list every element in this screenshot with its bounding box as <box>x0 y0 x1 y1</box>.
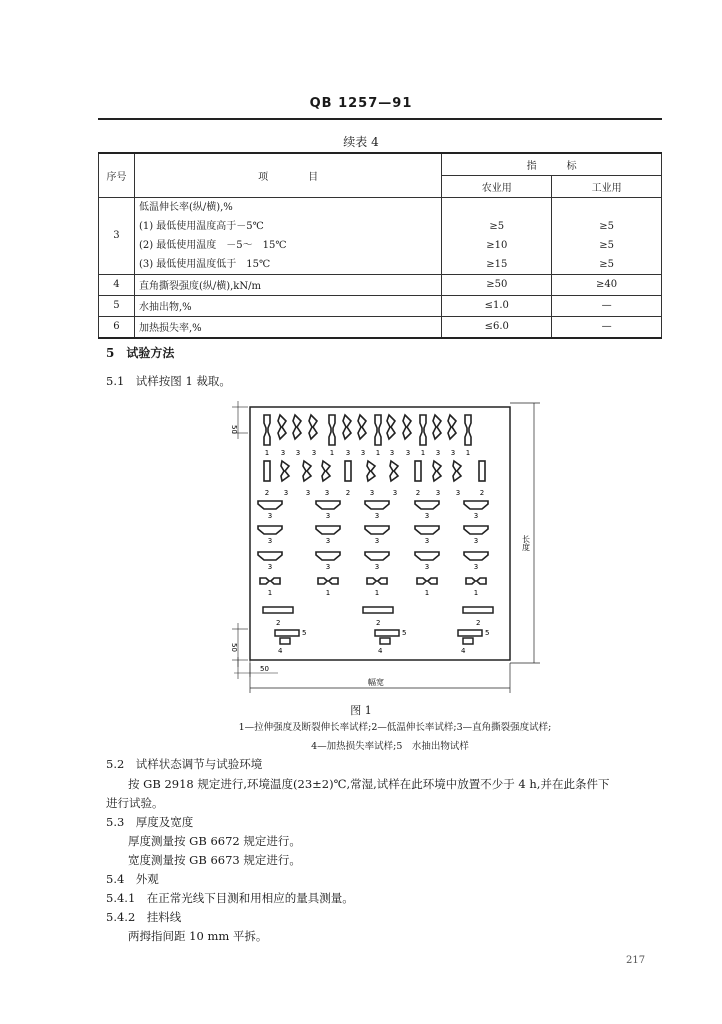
cutting-layout-figure <box>220 395 550 695</box>
specimen-3 <box>316 501 340 509</box>
row-agri-value: ≤1.0 <box>442 295 552 316</box>
specimen-label: 3 <box>267 563 273 571</box>
specimen-3 <box>390 461 398 481</box>
specimen-3 <box>448 415 456 439</box>
specimen-label: 3 <box>369 489 375 497</box>
specimen-label: 3 <box>283 489 289 497</box>
specimen-3 <box>365 552 389 560</box>
row-item: 加热损失率,% <box>134 316 441 338</box>
specimen-label: 2 <box>476 619 481 627</box>
col-ind-header: 工业用 <box>552 175 662 197</box>
specimen-3 <box>403 415 411 439</box>
specimen-label: 4 <box>461 647 466 655</box>
specimen-label: 3 <box>345 449 351 457</box>
specimen-label: 1 <box>375 449 381 457</box>
table-row <box>99 316 662 338</box>
specimen-label: 1 <box>424 589 430 597</box>
specimen-label: 3 <box>424 537 430 545</box>
figure-legend-line-1: 1—拉伸强度及断裂伸长率试样;2—低温伸长率试样;3—直角撕裂强度试样; <box>238 722 552 733</box>
col-agri-header: 农业用 <box>442 175 552 197</box>
specimen-label: 3 <box>473 512 479 520</box>
specimen-1 <box>465 415 471 445</box>
specimen-3 <box>453 461 461 481</box>
specimen-2 <box>363 607 393 613</box>
specimen-label: 3 <box>295 449 301 457</box>
specimen-1 <box>260 578 280 584</box>
specimen-4 <box>463 638 473 644</box>
row-no: 6 <box>99 316 135 338</box>
dim-top-label: 50 <box>230 425 238 434</box>
row-item-line: (2) 最低使用温度 －5～ 15℃ <box>138 239 287 251</box>
specimen-label: 3 <box>324 489 330 497</box>
row-ind-value: — <box>552 295 662 316</box>
specimen-label: 1 <box>465 449 471 457</box>
specimen-3 <box>316 526 340 534</box>
specimen-2 <box>415 461 421 481</box>
clause-5-4-title: 5.4 外观 <box>106 872 159 886</box>
row-agri-cell <box>442 197 552 274</box>
specimen-label: 1 <box>473 589 479 597</box>
specimen-3 <box>464 501 488 509</box>
row-ind-value: ≥5 <box>599 258 614 270</box>
specimen-label: 2 <box>345 489 351 497</box>
specimen-label: 2 <box>479 489 485 497</box>
specimen-label: 3 <box>325 512 331 520</box>
specimen-label: 3 <box>435 489 441 497</box>
specimen-5 <box>375 630 399 636</box>
clause-5-2-body-1: 按 GB 2918 规定进行,环境温度(23±2)℃,常湿,试样在此环境中放置不少于 4 h,并在此条件下 <box>128 777 610 791</box>
specimen-3 <box>464 526 488 534</box>
specimen-label: 3 <box>311 449 317 457</box>
specimen-5 <box>458 630 482 636</box>
specimen-1 <box>367 578 387 584</box>
clause-5-1: 5.1 试样按图 1 裁取。 <box>106 374 231 388</box>
row-item-cell <box>134 197 441 274</box>
specimen-3 <box>433 461 441 481</box>
specimen-3 <box>343 415 351 439</box>
specimen-1 <box>375 415 381 445</box>
specimen-4 <box>280 638 290 644</box>
specimen-label: 2 <box>376 619 381 627</box>
row-agri-value: ≥50 <box>442 274 552 295</box>
specimen-3 <box>316 552 340 560</box>
table-row <box>99 197 662 274</box>
table-row <box>99 295 662 316</box>
specimen-1 <box>417 578 437 584</box>
specimen-label: 5 <box>302 629 307 637</box>
specimen-3 <box>433 415 441 439</box>
specimen-label: 3 <box>280 449 286 457</box>
specimen-label: 1 <box>267 589 273 597</box>
specimen-label: 2 <box>415 489 421 497</box>
dim-bottom-h-label: 50 <box>260 665 269 673</box>
row-ind-value: ≥5 <box>599 220 614 232</box>
clause-5-3-body-1: 厚度测量按 GB 6672 规定进行。 <box>128 834 301 848</box>
row-item-line: (1) 最低使用温度高于－5℃ <box>138 220 264 232</box>
specimen-label: 2 <box>276 619 281 627</box>
specimen-label: 1 <box>374 589 380 597</box>
specimen-3 <box>258 526 282 534</box>
specimen-label: 3 <box>374 563 380 571</box>
specimen-3 <box>387 415 395 439</box>
specimen-1 <box>466 578 486 584</box>
specimen-3 <box>303 461 311 481</box>
row-ind-cell <box>552 197 662 274</box>
specimen-3 <box>258 501 282 509</box>
col-index-header: 指 标 <box>442 153 662 175</box>
specimen-2 <box>479 461 485 481</box>
specimen-label: 3 <box>473 563 479 571</box>
clause-5-4-2-title: 5.4.2 挂料线 <box>106 910 182 924</box>
dim-bottom-v-label: 50 <box>230 643 238 652</box>
specimen-4 <box>380 638 390 644</box>
row-ind-value: — <box>552 316 662 338</box>
specimen-3 <box>358 415 366 439</box>
specimen-2 <box>345 461 351 481</box>
specimen-3 <box>464 552 488 560</box>
clause-5-2-body-2: 进行试验。 <box>106 796 164 810</box>
specimen-label: 1 <box>325 589 331 597</box>
row-agri-value: ≥10 <box>486 239 508 251</box>
specimen-label: 3 <box>389 449 395 457</box>
specimen-label: 3 <box>424 563 430 571</box>
specimen-label: 3 <box>424 512 430 520</box>
row-item-line: 低温伸长率(纵/横),% <box>138 201 233 213</box>
specimen-label: 3 <box>435 449 441 457</box>
specimen-3 <box>365 501 389 509</box>
specimen-label: 3 <box>325 537 331 545</box>
table-title: 续表 4 <box>343 135 379 149</box>
specimen-2 <box>263 607 293 613</box>
clause-5-2-title: 5.2 试样状态调节与试验环境 <box>106 757 263 771</box>
row-item-line: (3) 最低使用温度低于 15℃ <box>138 258 271 270</box>
row-ind-value: ≥5 <box>599 239 614 251</box>
specimen-label: 3 <box>473 537 479 545</box>
table-row <box>99 274 662 295</box>
specimen-label: 3 <box>360 449 366 457</box>
specimen-label: 1 <box>264 449 270 457</box>
specimen-3 <box>258 552 282 560</box>
figure-caption: 图 1 <box>350 704 372 717</box>
row-no: 3 <box>99 197 135 274</box>
row-item: 直角撕裂强度(纵/横),kN/m <box>134 274 441 295</box>
specimen-label: 5 <box>402 629 407 637</box>
row-item: 水抽出物,% <box>134 295 441 316</box>
specimen-1 <box>329 415 335 445</box>
specimen-label: 3 <box>455 489 461 497</box>
specimen-label: 4 <box>278 647 283 655</box>
specimen-2 <box>463 607 493 613</box>
specimen-label: 3 <box>267 537 273 545</box>
clause-5-4-1: 5.4.1 在正常光线下目测和用相应的量具测量。 <box>106 891 354 905</box>
specimen-1 <box>318 578 338 584</box>
length-label: 长度 <box>521 535 531 551</box>
spec-table <box>98 152 662 339</box>
row-ind-value: ≥40 <box>552 274 662 295</box>
standard-code: QB 1257—91 <box>309 96 413 111</box>
row-agri-value: ≥15 <box>486 258 508 270</box>
specimen-label: 3 <box>267 512 273 520</box>
width-label: 幅宽 <box>368 678 384 687</box>
specimen-3 <box>281 461 289 481</box>
specimen-3 <box>415 501 439 509</box>
specimen-label: 1 <box>420 449 426 457</box>
specimen-label: 3 <box>392 489 398 497</box>
section-title: 5 试验方法 <box>106 346 175 360</box>
specimen-3 <box>367 461 375 481</box>
col-no-header: 序号 <box>99 153 135 197</box>
row-no: 5 <box>99 295 135 316</box>
specimen-1 <box>264 415 270 445</box>
clause-5-3-title: 5.3 厚度及宽度 <box>106 815 194 829</box>
specimen-label: 3 <box>405 449 411 457</box>
specimen-label: 3 <box>305 489 311 497</box>
specimen-3 <box>365 526 389 534</box>
specimen-1 <box>420 415 426 445</box>
specimen-3 <box>415 526 439 534</box>
header-rule <box>98 118 662 120</box>
specimen-3 <box>309 415 317 439</box>
specimen-label: 1 <box>329 449 335 457</box>
specimen-label: 2 <box>264 489 270 497</box>
figure-legend-line-2: 4—加热损失率试样;5 水抽出物试样 <box>311 741 469 752</box>
specimen-3 <box>278 415 286 439</box>
row-agri-value: ≥5 <box>489 220 505 232</box>
specimen-5 <box>275 630 299 636</box>
clause-5-4-2-body: 两拇指间距 10 mm 平拆。 <box>128 929 268 943</box>
specimen-3 <box>322 461 330 481</box>
page-number: 217 <box>626 955 646 966</box>
clause-5-3-body-2: 宽度测量按 GB 6673 规定进行。 <box>128 853 301 867</box>
specimen-label: 3 <box>450 449 456 457</box>
row-no: 4 <box>99 274 135 295</box>
specimen-label: 3 <box>374 537 380 545</box>
col-item-header: 项 目 <box>134 153 441 197</box>
specimen-label: 3 <box>325 563 331 571</box>
specimen-2 <box>264 461 270 481</box>
specimen-3 <box>415 552 439 560</box>
specimen-label: 5 <box>485 629 490 637</box>
specimen-label: 4 <box>378 647 383 655</box>
specimen-label: 3 <box>374 512 380 520</box>
specimen-3 <box>293 415 301 439</box>
row-agri-value: ≤6.0 <box>442 316 552 338</box>
